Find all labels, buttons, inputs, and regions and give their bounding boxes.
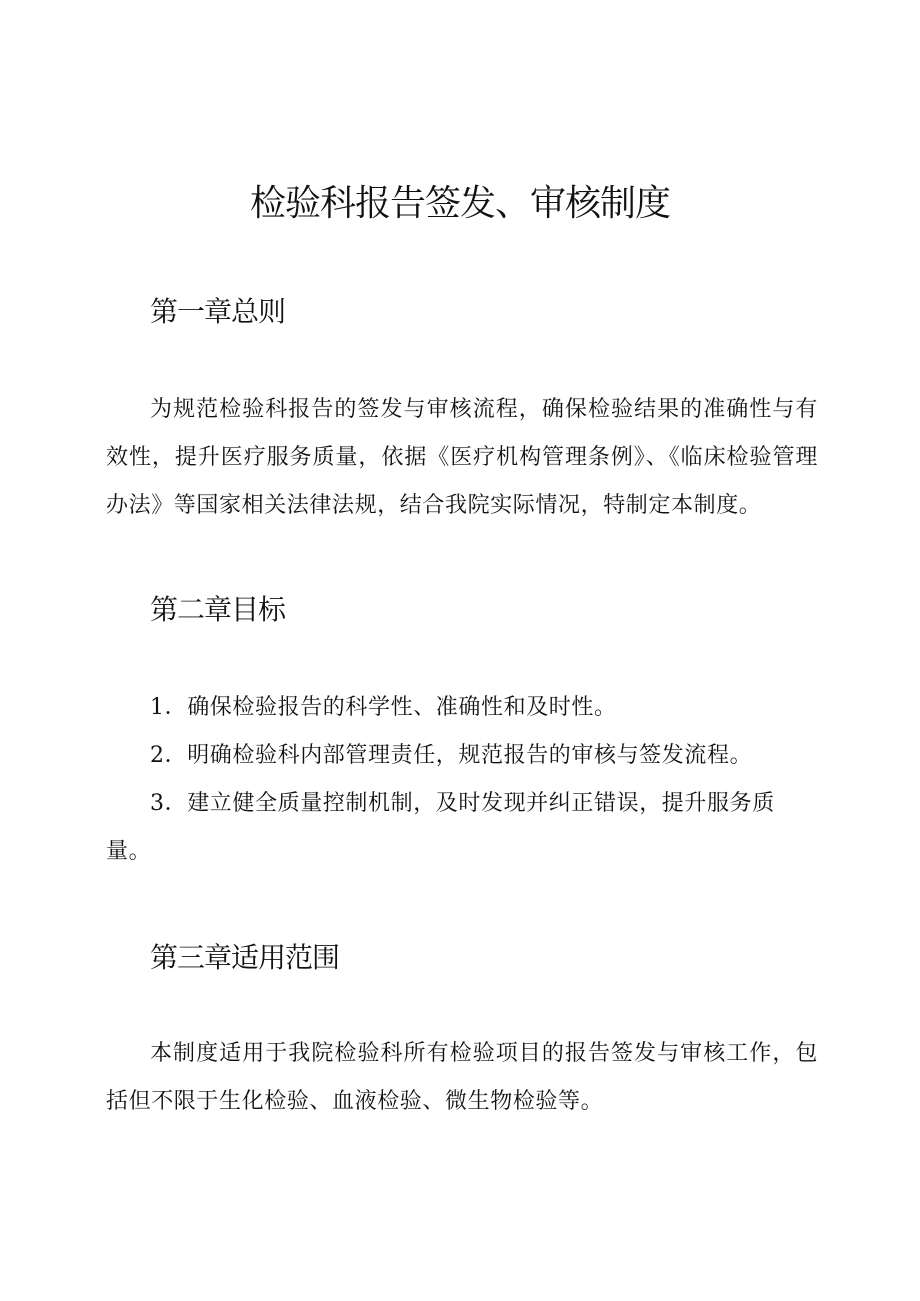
chapter-1-heading: 第一章总则 [150, 295, 286, 328]
goal-item-3: 3．建立健全质量控制机制，及时发现并纠正错误，提升服务质量。 [106, 791, 775, 864]
goal-item-2: 2．明确检验科内部管理责任，规范报告的审核与签发流程。 [150, 743, 753, 768]
chapter-3-paragraph: 本制度适用于我院检验科所有检验项目的报告签发与审核工作，包括但不限于生化检验、血液检验、微生物检验等。 [106, 1041, 818, 1114]
goal-item-1: 1．确保检验报告的科学性、准确性和及时性。 [150, 695, 617, 720]
chapter-1-paragraph: 为规范检验科报告的签发与审核流程，确保检验结果的准确性与有效性，提升医疗服务质量，依据《医疗机构管理条例》、《临床检验管理办法》等国家相关法律法规，结合我院实际情况，特制定本制度。 [106, 397, 818, 518]
chapter-3-heading: 第三章适用范围 [150, 941, 340, 974]
chapter-2-heading: 第二章目标 [150, 593, 286, 626]
document-title: 检验科报告签发、审核制度 [249, 183, 670, 224]
